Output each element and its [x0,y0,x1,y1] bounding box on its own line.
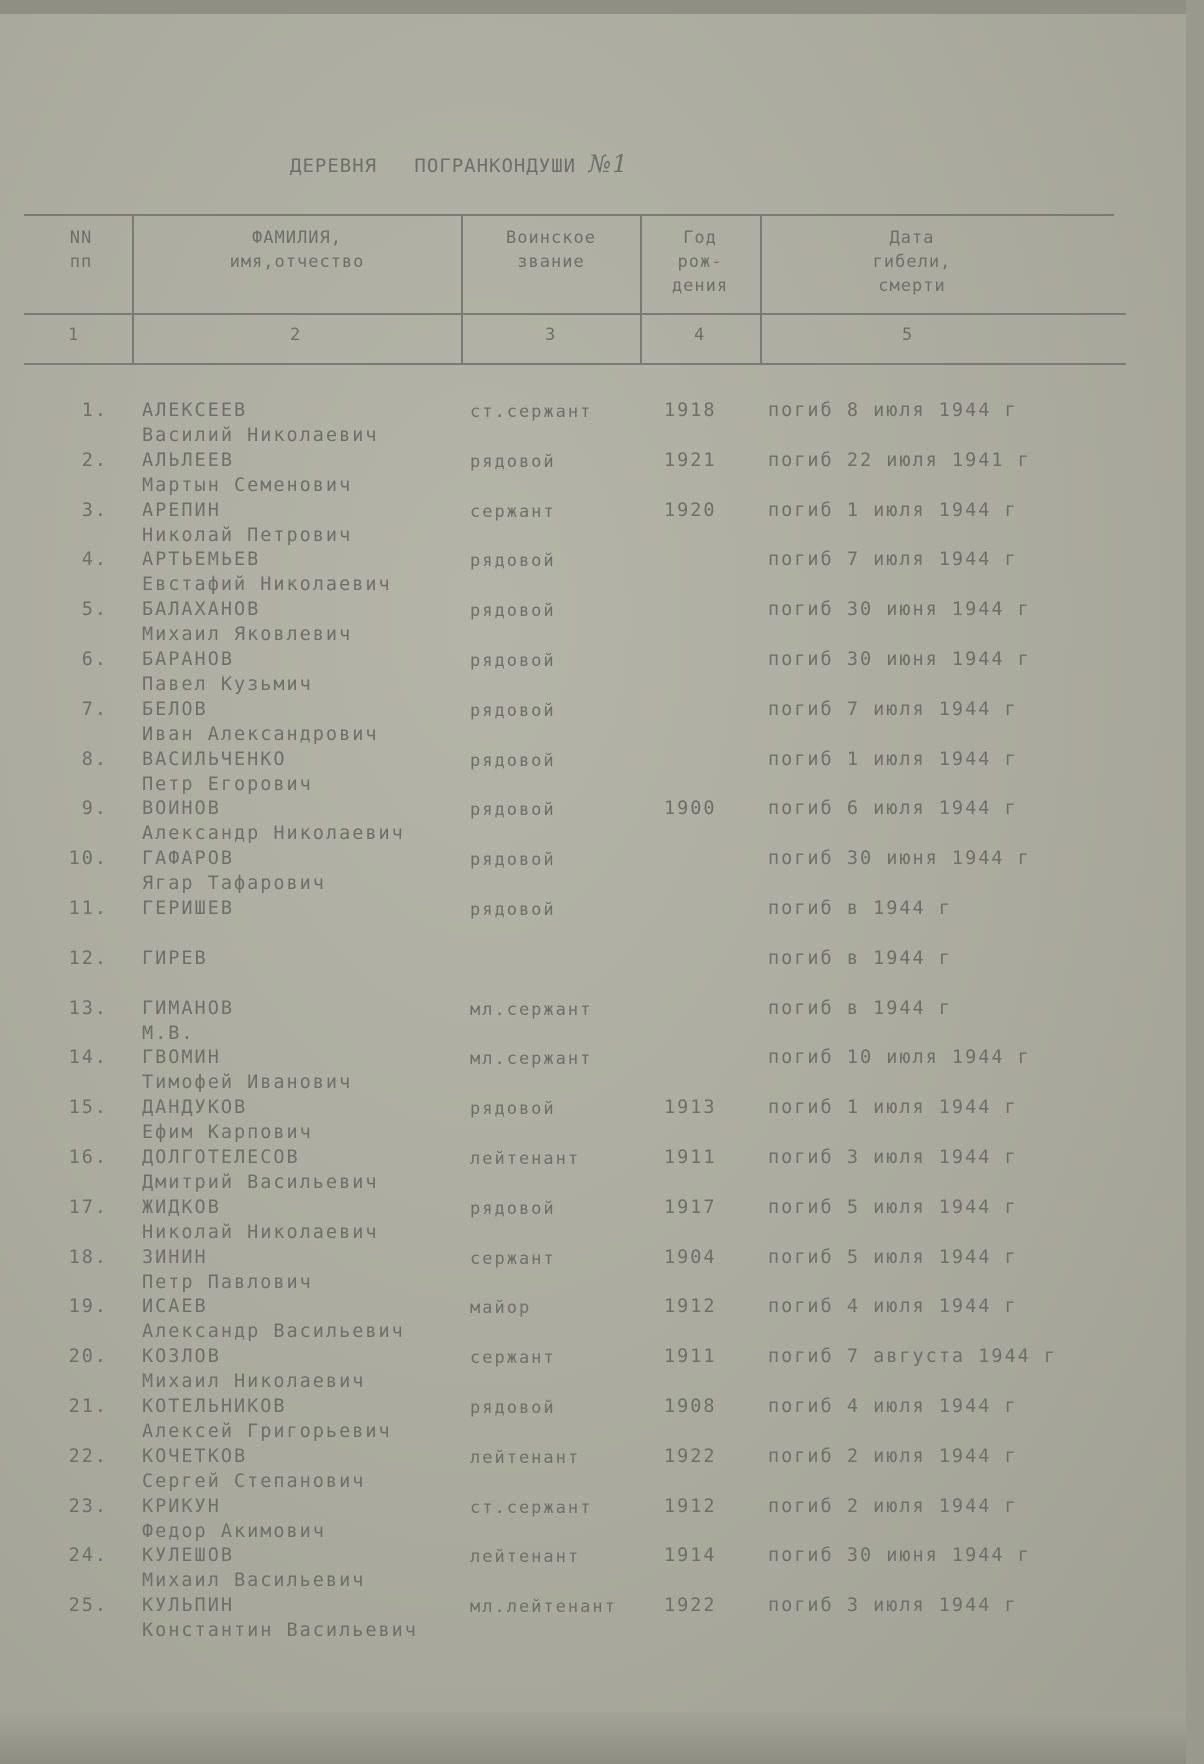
row-number: 2. [81,449,108,471]
military-rank: сержант [470,1348,556,1369]
given-names: М.В. [142,1022,195,1044]
military-rank: ст.сержант [470,402,593,422]
given-names: Николай Петрович [142,524,353,546]
table-row [0,848,1204,898]
table-row [0,1496,1204,1546]
column-number-5: 5 [902,325,914,345]
table-row [0,948,1204,998]
table-row [0,549,1204,599]
given-names: Федор Акимович [142,1520,326,1542]
row-number: 13. [68,997,108,1019]
surname: ВОИНОВ [142,798,221,820]
death-date: погиб 5 июля 1944 г [768,1246,1018,1268]
death-date: погиб 30 июня 1944 г [768,649,1031,670]
surname: ДАНДУКОВ [142,1097,248,1119]
military-rank: лейтенант [470,1447,581,1468]
birth-year: 1922 [664,1445,717,1467]
death-date: погиб 22 июля 1941 г [768,449,1031,471]
birth-year: 1921 [664,449,717,471]
given-names: Михаил Васильевич [142,1570,366,1592]
header-line: имя,отчество [229,252,365,272]
surname: АЛЕКСЕЕВ [142,400,248,421]
table-row [0,1296,1204,1346]
row-number: 4. [81,549,108,571]
table-row [0,400,1204,450]
table-row [0,699,1204,749]
table-row [0,1097,1204,1147]
birth-year: 1922 [664,1595,717,1617]
surname: КРИКУН [142,1495,221,1517]
header-line: пп [69,252,93,272]
birth-year: 1918 [664,400,717,421]
header-line: рож- [677,252,723,272]
header-line: звание [517,252,585,272]
military-rank: сержант [470,1248,556,1269]
surname: АРТЬЕМЬЕВ [142,549,261,571]
surname: БАРАНОВ [142,649,234,670]
surname: БАЛАХАНОВ [142,599,261,621]
row-number: 11. [68,898,108,919]
given-names: Иван Александрович [142,723,379,745]
table-row [0,1247,1204,1297]
birth-year: 1914 [664,1545,717,1567]
military-rank: лейтенант [470,1547,581,1568]
death-date: погиб 1 июля 1944 г [768,1097,1018,1119]
table-row [0,500,1204,550]
death-date: погиб 2 июля 1944 г [768,1495,1018,1517]
birth-year: 1917 [664,1196,717,1218]
given-names: Ефим Карпович [142,1122,313,1144]
row-number: 25. [68,1595,108,1617]
given-names: Алексей Григорьевич [142,1421,392,1442]
military-rank: мл.лейтенант [470,1597,617,1618]
table-row [0,1147,1204,1197]
military-rank: сержант [470,501,556,522]
death-date: погиб 30 июня 1944 г [768,848,1031,870]
header-line: смерти [878,276,946,296]
death-date: погиб 30 июня 1944 г [768,599,1031,621]
military-rank: рядовой [470,651,556,671]
birth-year: 1911 [664,1346,717,1368]
table-row [0,599,1204,649]
row-number: 3. [81,499,108,521]
death-date: погиб 8 июля 1944 г [768,400,1018,421]
military-rank: рядовой [470,750,556,771]
row-number: 12. [68,947,108,969]
surname: КУЛЬПИН [142,1595,234,1617]
military-rank: лейтенант [470,1149,581,1169]
given-names: Тимофей Иванович [142,1072,353,1094]
table-row [0,998,1204,1048]
death-date: погиб 10 июля 1944 г [768,1047,1031,1069]
given-names: Евстафий Николаевич [142,574,392,596]
row-number: 17. [68,1196,108,1218]
given-names: Петр Павлович [142,1271,313,1293]
birth-year: 1908 [664,1396,717,1417]
column-number-1: 1 [68,325,80,345]
death-date: погиб 1 июля 1944 г [768,499,1018,521]
birth-year: 1900 [664,798,717,820]
row-number: 10. [68,848,108,870]
death-date: погиб в 1944 г [768,898,952,919]
death-date: погиб 30 июня 1944 г [768,1545,1031,1567]
table-row [0,1595,1204,1645]
given-names: Константин Васильевич [142,1620,418,1642]
birth-year: 1904 [664,1246,717,1268]
given-names: Михаил Николаевич [142,1371,366,1393]
given-names: Дмитрий Васильевич [142,1172,379,1193]
given-names: Мартын Семенович [142,474,353,496]
row-number: 15. [68,1097,108,1119]
title-text: ДЕРЕВНЯ ПОГРАНКОНДУШИ [290,155,577,177]
column-number-2: 2 [290,325,302,345]
birth-year: 1911 [664,1147,717,1168]
table-row [0,798,1204,848]
table-row [0,1197,1204,1247]
birth-year: 1920 [664,499,717,521]
row-number: 22. [68,1445,108,1467]
surname: КУЛЕШОВ [142,1545,234,1567]
death-date: погиб 5 июля 1944 г [768,1196,1018,1218]
military-rank: майор [470,1298,532,1319]
military-rank: рядовой [470,551,556,572]
row-number: 5. [81,599,108,621]
given-names: Михаил Яковлевич [142,624,353,646]
military-rank: рядовой [470,800,556,821]
given-names: Василий Николаевич [142,425,379,446]
row-number: 24. [68,1545,108,1567]
surname: ГВОМИН [142,1047,221,1069]
surname: АРЕПИН [142,499,221,521]
death-date: погиб 4 июля 1944 г [768,1296,1018,1318]
table-row [0,649,1204,699]
surname: ВАСИЛЬЧЕНКО [142,748,287,770]
surname: ГЕРИШЕВ [142,898,234,919]
header-line: ФАМИЛИЯ, [252,228,342,248]
surname: БЕЛОВ [142,698,208,720]
military-rank: рядовой [470,1099,556,1120]
given-names: Александр Николаевич [142,823,405,845]
surname: КОТЕЛЬНИКОВ [142,1396,287,1417]
birth-year: 1912 [664,1296,717,1318]
handwritten-number-mark: №1 [588,150,629,178]
death-date: погиб 1 июля 1944 г [768,748,1018,770]
given-names: Александр Васильевич [142,1321,405,1343]
row-number: 7. [81,698,108,720]
row-number: 23. [68,1495,108,1517]
given-names: Петр Егорович [142,773,313,795]
table-row [0,749,1204,799]
military-rank: рядовой [470,700,556,721]
header-line: дения [671,276,729,296]
surname: ЖИДКОВ [142,1196,221,1218]
surname: КОЧЕТКОВ [142,1445,248,1467]
header-line: Год [683,228,717,248]
given-names: Николай Николаевич [142,1221,379,1243]
surname: ГИРЕВ [142,947,208,969]
military-rank: рядовой [470,850,556,871]
table-row [0,450,1204,500]
header-line: Воинское [506,228,596,248]
surname: ИСАЕВ [142,1296,208,1318]
surname: АЛЬЛЕЕВ [142,449,234,471]
given-names: Сергей Степанович [142,1470,366,1492]
surname: ГАФАРОВ [142,848,234,870]
row-number: 6. [81,649,108,670]
military-rank: ст.сержант [470,1497,593,1518]
death-date: погиб 6 июля 1944 г [768,798,1018,820]
table-row [0,898,1204,948]
military-rank: мл.сержант [470,999,593,1020]
military-rank: рядовой [470,900,556,920]
header-line: гибели, [872,252,952,272]
military-rank: рядовой [470,451,556,472]
row-number: 20. [68,1346,108,1368]
row-number: 19. [68,1296,108,1318]
given-names: Ягар Тафарович [142,873,326,895]
surname: КОЗЛОВ [142,1346,221,1368]
table-row [0,1047,1204,1097]
row-number: 21. [68,1396,108,1417]
header-line: Дата [889,228,935,248]
row-number: 1. [81,400,108,421]
table-row [0,1346,1204,1396]
military-rank: рядовой [470,1398,556,1418]
row-number: 18. [68,1246,108,1268]
given-names: Павел Кузьмич [142,674,313,695]
birth-year: 1913 [664,1097,717,1119]
death-date: погиб 2 июля 1944 г [768,1445,1018,1467]
military-rank: рядовой [470,601,556,622]
table-row [0,1446,1204,1496]
table-row [0,1545,1204,1595]
military-rank: рядовой [470,1198,556,1219]
birth-year: 1912 [664,1495,717,1517]
death-date: погиб 7 июля 1944 г [768,698,1018,720]
death-date: погиб 7 августа 1944 г [768,1346,1058,1368]
header-line: NN [69,228,93,248]
row-number: 14. [68,1047,108,1069]
surname: ЗИНИН [142,1246,208,1268]
row-number: 9. [81,798,108,820]
death-date: погиб 3 июля 1944 г [768,1595,1018,1617]
row-number: 16. [68,1147,108,1168]
death-date: погиб в 1944 г [768,997,952,1019]
death-date: погиб 7 июля 1944 г [768,549,1018,571]
death-date: погиб в 1944 г [768,947,952,969]
table-row [0,1396,1204,1446]
row-number: 8. [81,748,108,770]
surname: ДОЛГОТЕЛЕСОВ [142,1147,300,1168]
death-date: погиб 3 июля 1944 г [768,1147,1018,1168]
military-rank: мл.сержант [470,1049,593,1070]
surname: ГИМАНОВ [142,997,234,1019]
column-number-4: 4 [694,325,706,345]
column-number-3: 3 [545,325,557,345]
death-date: погиб 4 июля 1944 г [768,1396,1018,1417]
